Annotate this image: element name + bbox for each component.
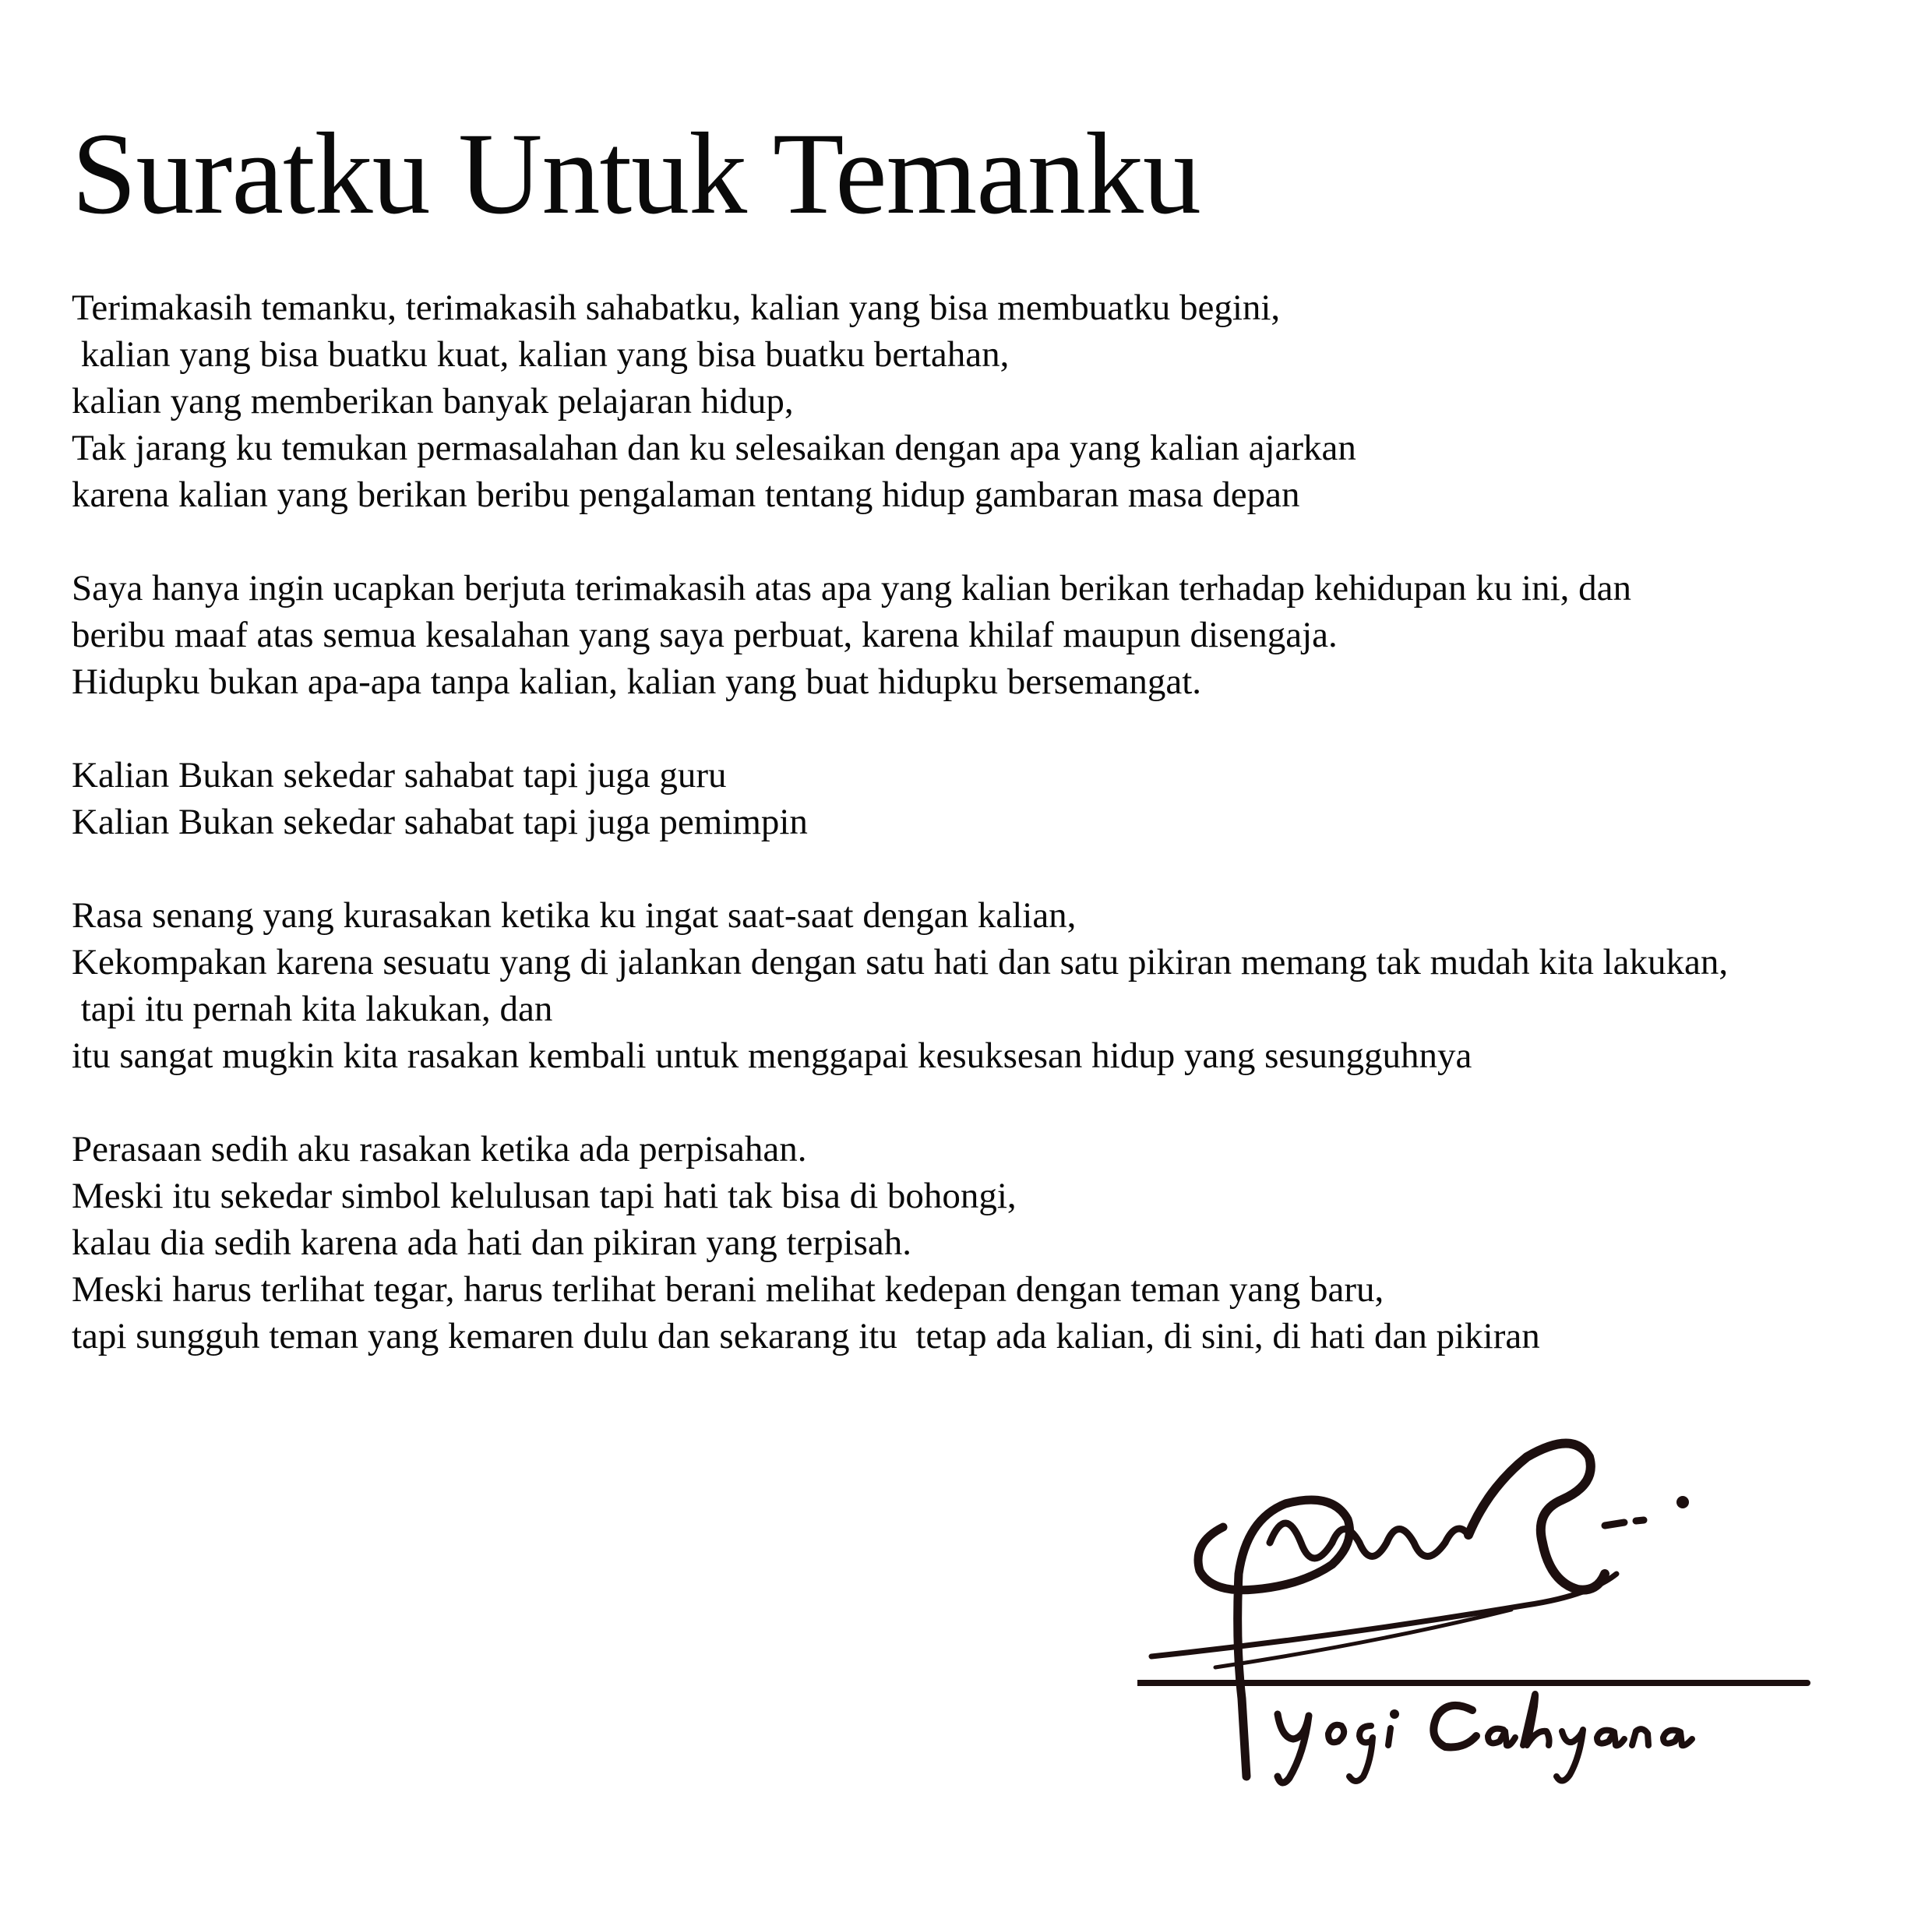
paragraph-farewell — [72, 1126, 1910, 1360]
signature-dot — [1390, 1709, 1399, 1719]
letter-title: Suratku Untuk Temanku — [72, 109, 1200, 238]
signature-name-stroke — [1488, 1729, 1515, 1746]
signature-name-stroke — [1388, 1728, 1391, 1745]
signature-name-stroke — [1663, 1730, 1692, 1746]
text-line: Rasa senang yang kurasakan ketika ku ingat saat-saat dengan kalian, — [72, 895, 1077, 936]
signature-name-stroke — [1328, 1725, 1344, 1743]
signature-drawing — [1137, 1426, 1823, 1800]
signature-name-stroke — [1433, 1706, 1476, 1748]
text-line: Kekompakan karena sesuatu yang di jalankan dengan satu hati dan satu pikiran memang tak mudah kita lakukan, — [72, 942, 1729, 982]
paragraph-thanks-apology — [72, 565, 1910, 705]
signature-stroke — [1270, 1523, 1468, 1558]
text-line: Kalian Bukan sekedar sahabat tapi juga pemimpin — [72, 802, 808, 842]
text-line: Kalian Bukan sekedar sahabat tapi juga guru — [72, 755, 727, 795]
text-line: Perasaan sedih aku rasakan ketika ada perpisahan. — [72, 1129, 807, 1169]
text-line: kalau dia sedih karena ada hati dan pikiran yang terpisah. — [72, 1222, 911, 1263]
text-line: Meski itu sekedar simbol kelulusan tapi hati tak bisa di bohongi, — [72, 1176, 1017, 1216]
signature-name-stroke — [1557, 1730, 1583, 1781]
signature-name-stroke — [1349, 1726, 1373, 1781]
signature-stroke — [1605, 1520, 1644, 1526]
handwritten-signature — [1137, 1426, 1823, 1800]
signature-dot — [1676, 1496, 1689, 1508]
text-line: Hidupku bukan apa-apa tanpa kalian, kalian yang buat hidupku bersemangat. — [72, 661, 1202, 702]
signature-name-stroke — [1523, 1694, 1549, 1745]
paragraph-gratitude — [72, 284, 1910, 518]
signature-name-stroke — [1632, 1729, 1648, 1745]
text-line: Terimakasih temanku, terimakasih sahabatku, kalian yang bisa membuatku begini, — [72, 288, 1281, 328]
signature-name-stroke — [1278, 1714, 1309, 1783]
text-line: Saya hanya ingin ucapkan berjuta terimakasih atas apa yang kalian berikan terhadap kehidupan ku ini, dan — [72, 568, 1631, 609]
text-line: beribu maaf atas semua kesalahan yang saya perbuat, karena khilaf maupun disengaja. — [72, 615, 1338, 655]
paragraph-memories — [72, 892, 1910, 1079]
signature-flourish — [1215, 1610, 1511, 1667]
text-line: Meski harus terlihat tegar, harus terlihat berani melihat kedepan dengan teman yang baru, — [72, 1269, 1384, 1310]
letter-body — [72, 284, 1910, 1406]
text-line: kalian yang memberikan banyak pelajaran hidup, — [72, 381, 794, 422]
text-line: kalian yang bisa buatku kuat, kalian yang bisa buatku bertahan, — [72, 334, 1010, 375]
text-line: itu sangat mugkin kita rasakan kembali untuk menggapai kesuksesan hidup yang sesungguhnya — [72, 1035, 1472, 1076]
signature-stroke — [1468, 1444, 1605, 1590]
paragraph-friends-role — [72, 752, 1910, 845]
text-line: tapi itu pernah kita lakukan, dan — [72, 989, 553, 1029]
text-line: tapi sungguh teman yang kemaren dulu dan sekarang itu tetap ada kalian, di sini, di hati dan pikiran — [72, 1316, 1540, 1356]
text-line: Tak jarang ku temukan permasalahan dan ku selesaikan dengan apa yang kalian ajarkan — [72, 428, 1356, 468]
text-line: karena kalian yang berikan beribu pengalaman tentang hidup gambaran masa depan — [72, 474, 1300, 515]
signature-name-stroke — [1597, 1730, 1624, 1746]
